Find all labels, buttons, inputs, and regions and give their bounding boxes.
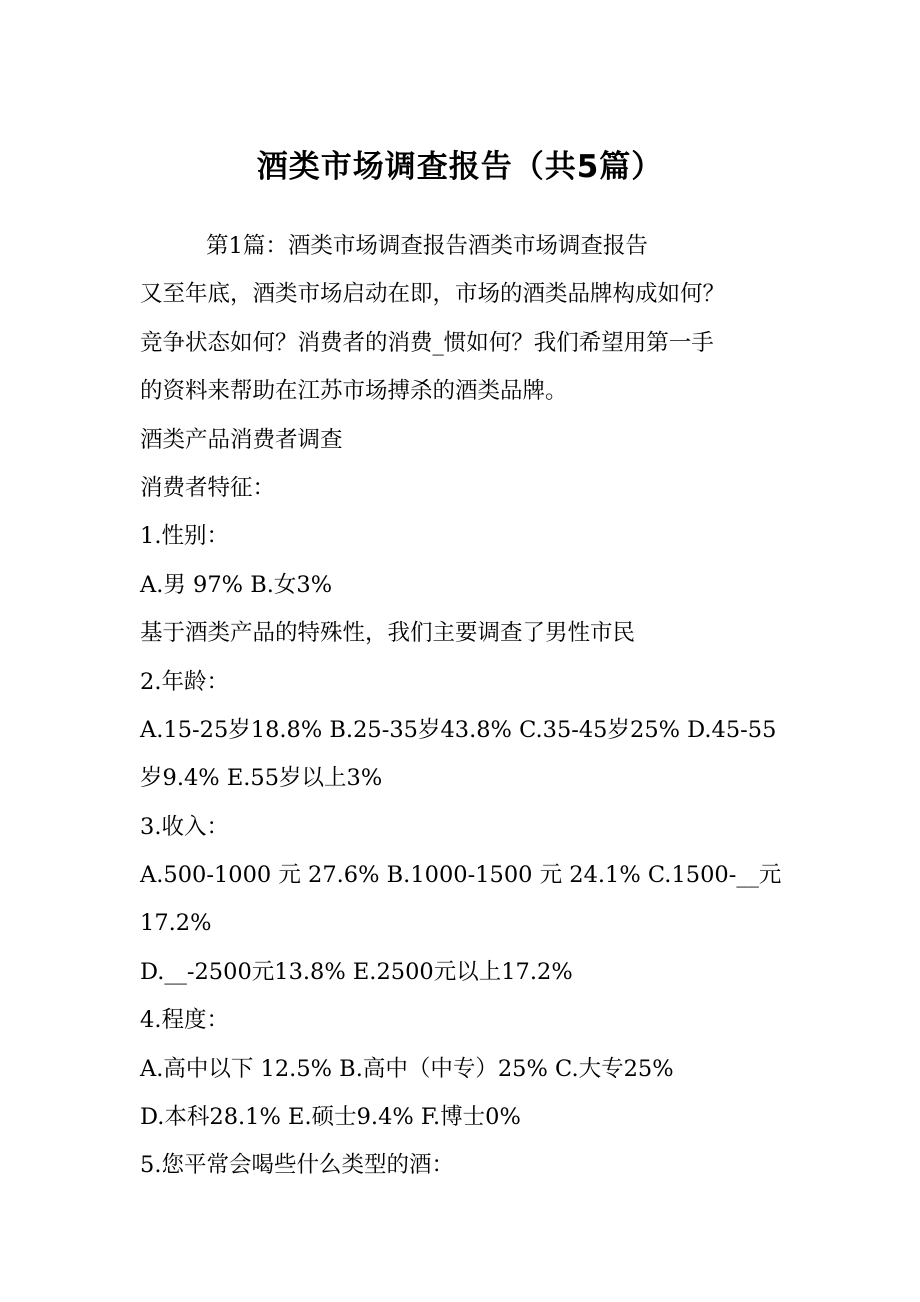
paragraph-line: 的资料来帮助在江苏市场搏杀的酒类品牌。 bbox=[140, 378, 568, 405]
answer-line: D.本科28.1% E.硕士9.4% F.博士0% bbox=[140, 1104, 521, 1131]
paragraph-line: 基于酒类产品的特殊性，我们主要调查了男性市民 bbox=[140, 620, 636, 647]
answer-line: A.男 97% B.女3% bbox=[140, 571, 333, 598]
subheading-line: 酒类产品消费者调查 bbox=[140, 426, 343, 453]
paragraph-line: 竞争状态如何？消费者的消费_惯如何？我们希望用第一手 bbox=[140, 329, 714, 356]
question-line: 1.性别： bbox=[140, 523, 229, 550]
answer-line: 岁9.4% E.55岁以上3% bbox=[140, 765, 383, 792]
document-title: 酒类市场调查报告（共5篇） bbox=[256, 149, 664, 185]
answer-line: D.__-2500元13.8% E.2500元以上17.2% bbox=[140, 958, 573, 985]
paragraph-line: 又至年底，酒类市场启动在即，市场的酒类品牌构成如何？ bbox=[140, 281, 726, 308]
question-line: 3.收入： bbox=[140, 813, 229, 840]
answer-line: A.500-1000 元 27.6% B.1000-1500 元 24.1% C.1500-__元 bbox=[140, 862, 782, 889]
question-line: 2.年龄： bbox=[140, 668, 229, 695]
question-line: 4.程度： bbox=[140, 1007, 229, 1034]
section-heading: 第1篇：酒类市场调查报告酒类市场调查报告 bbox=[206, 233, 648, 259]
answer-line: A.15-25岁18.8% B.25-35岁43.8% C.35-45岁25% D.45-55 bbox=[140, 716, 777, 743]
answer-line: A.高中以下 12.5% B.高中（中专）25% C.大专25% bbox=[140, 1055, 674, 1082]
question-line: 5.您平常会喝些什么类型的酒： bbox=[140, 1152, 454, 1179]
subheading-line: 消费者特征： bbox=[140, 474, 276, 501]
answer-line: 17.2% bbox=[140, 910, 212, 937]
document-body bbox=[140, 222, 812, 1190]
